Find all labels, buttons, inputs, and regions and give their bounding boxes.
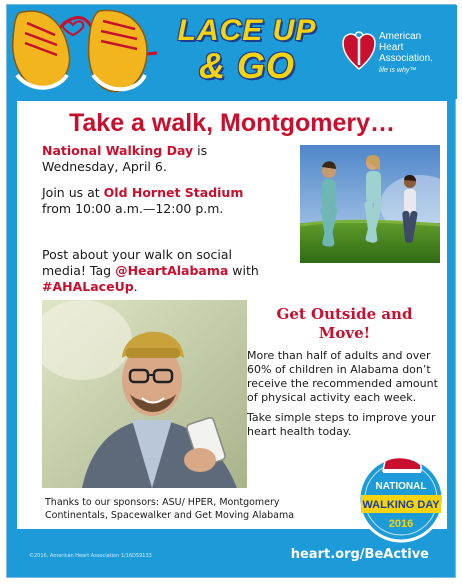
- headline: Take a walk, Montgomery…: [68, 109, 395, 137]
- event-is: is: [193, 143, 208, 158]
- social-prefix: media! Tag: [42, 263, 116, 278]
- event-time: from 10:00 a.m.—12:00 p.m.: [42, 201, 224, 216]
- aha-tagline: life is why™: [379, 67, 417, 74]
- national-walking-day-badge: [355, 451, 447, 543]
- venue-name: Old Hornet Stadium: [103, 185, 244, 200]
- social-suffix: with: [228, 263, 259, 278]
- flyer: [6, 4, 456, 578]
- copyright-text: ©2016, American Heart Association 1/16DS9133: [29, 553, 152, 559]
- social-line2: [42, 263, 292, 279]
- event-name: National Walking Day: [42, 143, 194, 158]
- heart-torch-icon: [341, 29, 377, 73]
- event-line1: [42, 143, 292, 159]
- get-outside-heading-line2: Move!: [318, 324, 371, 342]
- content-panel: [17, 101, 447, 529]
- social-handle: @HeartAlabama: [115, 263, 229, 278]
- event-date: Wednesday, April 6.: [42, 159, 167, 174]
- footer: [7, 533, 457, 579]
- social-callout: [42, 247, 292, 295]
- get-outside-section: [247, 305, 442, 445]
- join-prefix: Join us at: [42, 185, 104, 200]
- social-line1: Post about your walk on social: [42, 247, 232, 262]
- event-venue-line: [42, 185, 292, 201]
- badge-line1: NATIONAL: [375, 481, 427, 492]
- banner: [7, 5, 457, 99]
- activity-stat-paragraph: More than half of adults and over 60% of children in Alabama don’t receive the recommended amount of physical activity each week.: [247, 349, 438, 404]
- event-details: [42, 143, 292, 217]
- website-link[interactable]: heart.org/BeActive: [290, 547, 429, 562]
- aha-name: [379, 31, 433, 64]
- aha-name-line2: Heart: [379, 42, 404, 53]
- social-hashtag: #AHALaceUp: [42, 279, 134, 294]
- aha-name-line1: American: [379, 31, 422, 42]
- photo-women-walking: [300, 145, 440, 263]
- lace-up-line1: LACE UP: [177, 14, 317, 47]
- photo-man-with-phone: [42, 300, 247, 488]
- social-line3: [42, 279, 292, 295]
- aha-name-line3: Association.: [379, 53, 433, 64]
- lace-up-line2: & GO: [198, 45, 295, 86]
- sponsors-text: Thanks to our sponsors: ASU/ HPER, Montgomery Continentals, Spacewalker and Get Moving Alabama: [45, 497, 295, 521]
- lace-up-title: [157, 15, 337, 85]
- badge-line2: WALKING DAY: [362, 499, 440, 511]
- badge-year: 2016: [388, 518, 414, 530]
- get-outside-heading: [247, 305, 442, 343]
- social-hashtag-suffix: .: [133, 279, 138, 294]
- aha-logo: [339, 25, 451, 85]
- heart-health-paragraph: Take simple steps to improve your heart health today.: [247, 411, 436, 438]
- get-outside-heading-line1: Get Outside and: [276, 305, 413, 323]
